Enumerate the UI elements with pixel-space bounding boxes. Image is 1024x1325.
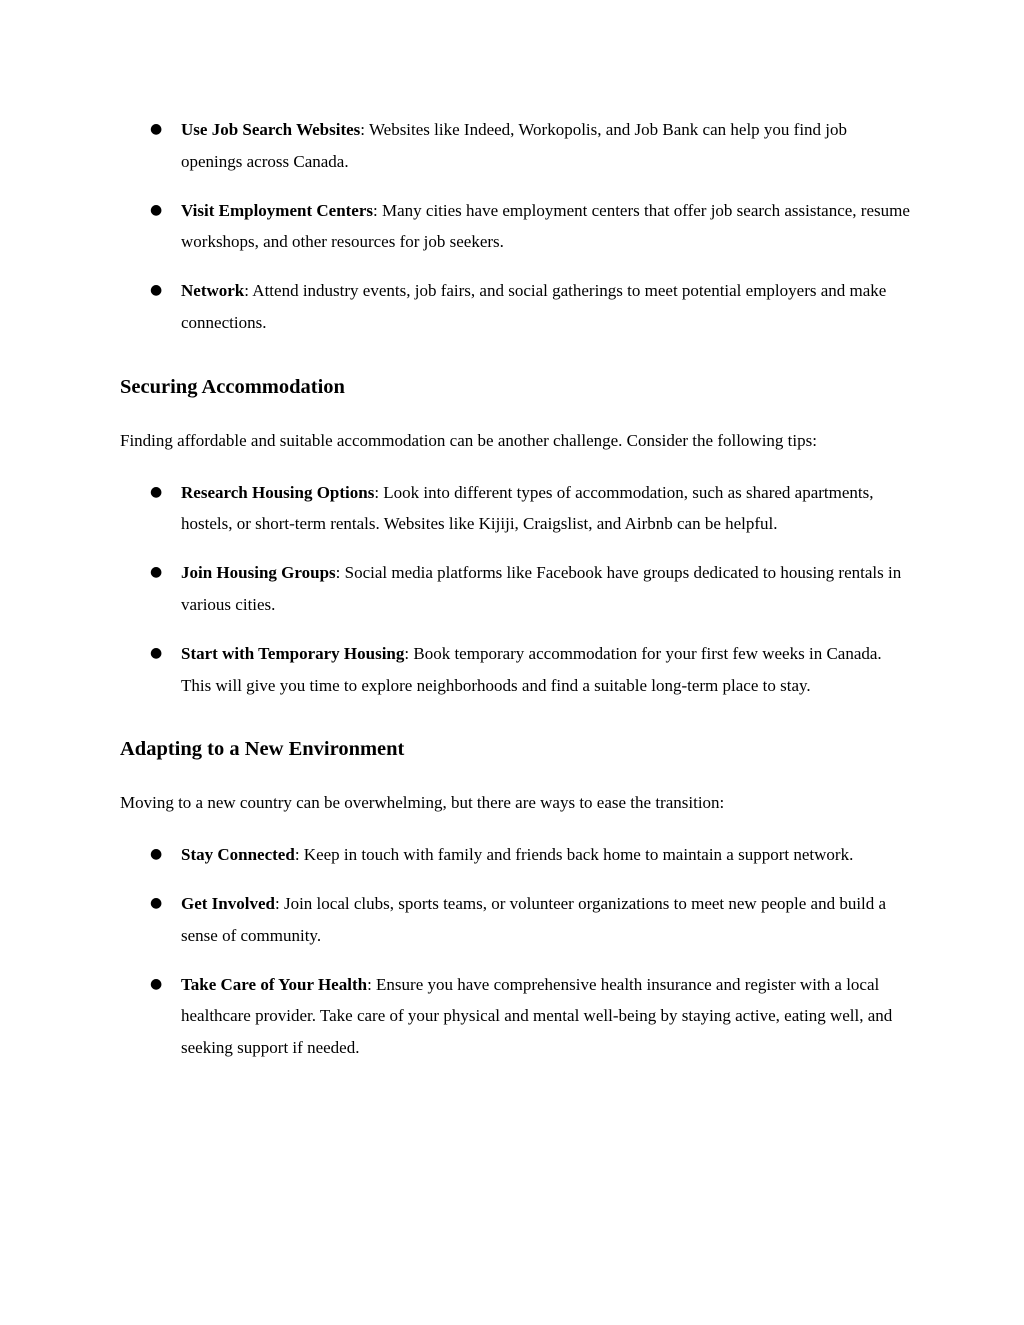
list-item [120,969,910,1064]
item-text: : Book temporary accommodation for your first few weeks in Canada. This will give you time to explore neighborhoods and find a suitable long-term place to stay. [181,643,882,695]
item-term: Start with Temporary Housing [181,643,405,663]
list-item [120,477,910,541]
list-item [120,638,910,702]
list-item [120,195,910,259]
list-item [120,888,910,952]
section-intro: Moving to a new country can be overwhelming, but there are ways to ease the transition: [120,793,725,813]
adapting-list [120,839,910,1064]
bullet-icon: ● [150,483,163,500]
item-term: Take Care of Your Health [181,974,368,994]
section-heading: Adapting to a New Environment [120,738,405,761]
bullet-icon: ● [150,894,163,911]
item-text: : Social media platforms like Facebook have groups dedicated to housing rentals in various cities. [181,563,902,614]
item-term: Research Housing Options [181,482,375,502]
job-search-list [120,114,910,339]
section-intro: Finding affordable and suitable accommodation can be another challenge. Consider the following tips: [120,430,817,450]
bullet-icon: ● [150,282,163,299]
bullet-icon: ● [150,201,163,218]
item-text: : Ensure you have comprehensive health insurance and register with a local healthcare provider. Take care of your physical and mental well-being by staying active, eating well, and seeking support if needed. [181,974,893,1058]
item-term: Get Involved [181,893,275,913]
item-term: Use Job Search Websites [181,120,361,139]
item-term: Network [181,281,245,301]
section-heading: Securing Accommodation [120,375,345,398]
item-text: : Join local clubs, sports teams, or volunteer organizations to meet new people and build a sense of community. [181,893,887,945]
bullet-icon: ● [150,975,163,992]
list-item [120,275,910,339]
item-text: : Attend industry events, job fairs, and social gatherings to meet potential employers and make connections. [181,281,887,332]
list-item [120,839,910,871]
list-item [120,114,910,178]
item-term: Join Housing Groups [181,563,336,583]
bullet-icon: ● [150,644,163,661]
list-item [120,557,910,621]
item-text: : Websites like Indeed, Workopolis, and Job Bank can help you find job openings across Canada. [181,120,848,171]
item-term: Stay Connected [181,845,295,865]
item-text: : Look into different types of accommodation, such as shared apartments, hostels, or short-term rentals. Websites like Kijiji, Craigslist, and Airbnb can be helpful. [181,482,874,534]
item-text: : Many cities have employment centers that offer job search assistance, resume workshops, and other resources for job seekers. [181,200,910,252]
bullet-icon: ● [150,564,163,581]
accommodation-list [120,477,910,702]
item-term: Visit Employment Centers [181,200,374,220]
bullet-icon: ● [150,846,163,863]
bullet-icon: ● [150,121,163,137]
item-text: : Keep in touch with family and friends back home to maintain a support network. [294,845,854,865]
document-body [120,114,910,1064]
